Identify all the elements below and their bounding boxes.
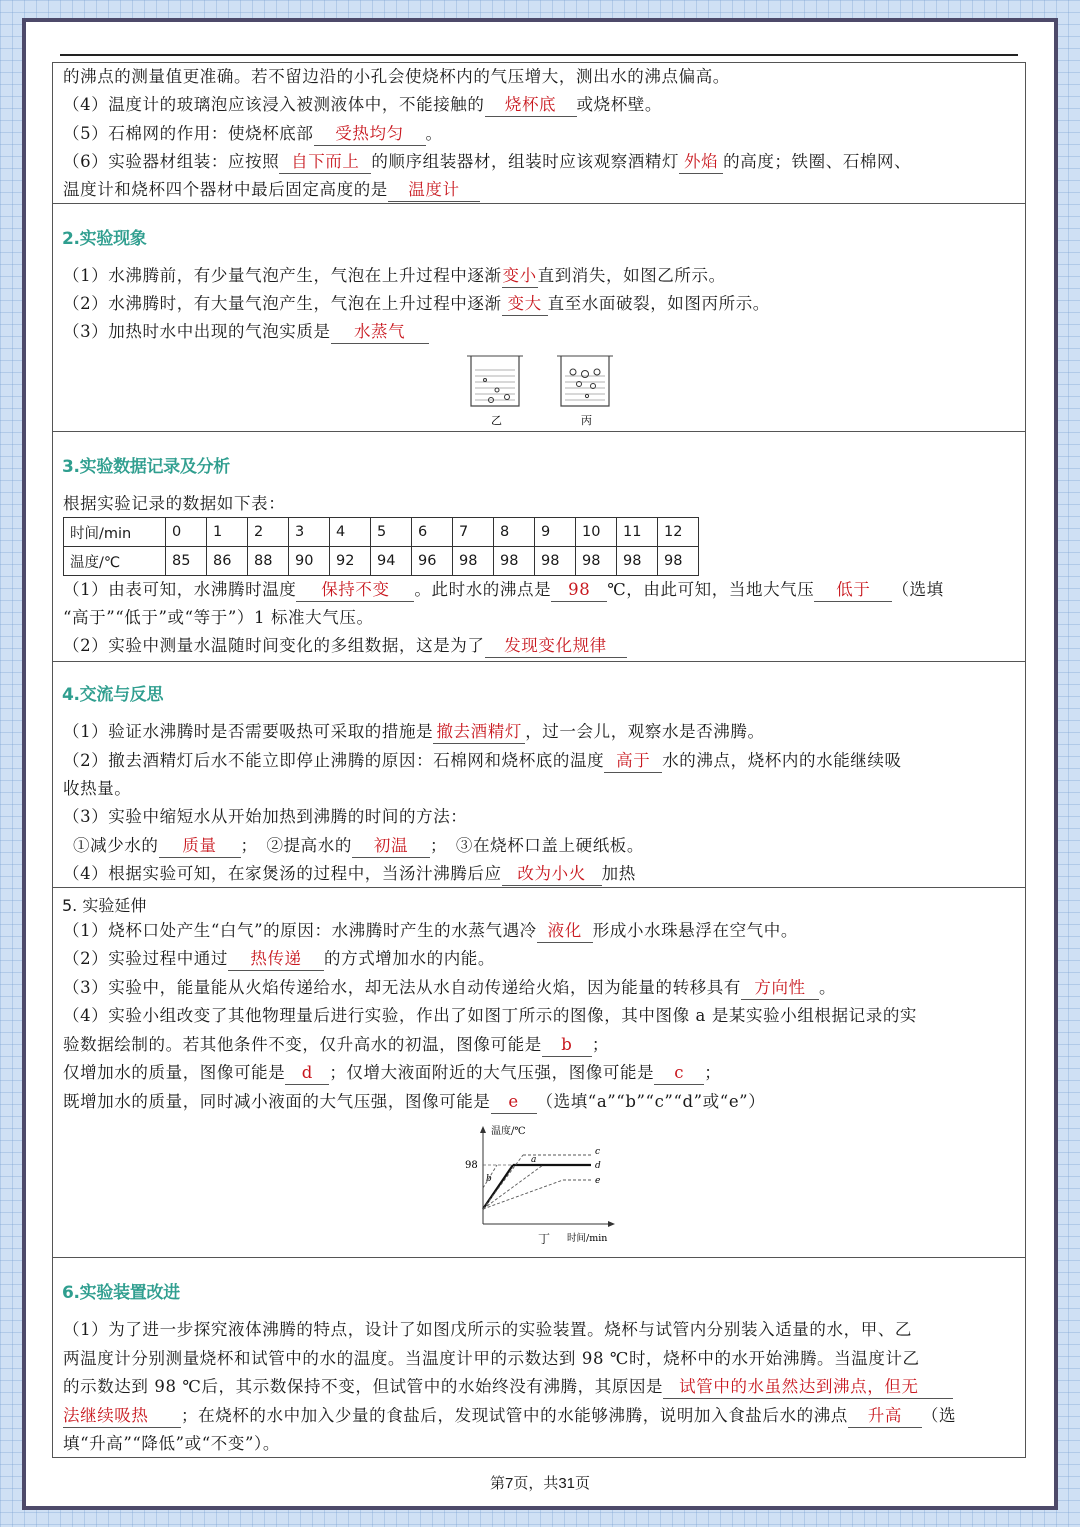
table-cell: 85 (166, 547, 207, 576)
s6-line-1: （1）为了进一步探究液体沸腾的特点，设计了如图戊所示的实验装置。烧杯与试管内分别装入适量的水，甲、乙 (63, 1320, 912, 1339)
s4-line-5: ①减少水的 质量 ； ②提高水的 初温 ； ③在烧杯口盖上硬纸板。 (73, 835, 1017, 858)
answer-blank: 热传递 (228, 948, 324, 971)
table-cell: 3 (289, 518, 330, 547)
section-4-reflection (52, 662, 1026, 888)
answer-blank: 高于 (604, 750, 662, 773)
s1-line-0: 的沸点的测量值更准确。若不留边沿的小孔会使烧杯内的气压增大，测出水的沸点偏高。 (63, 67, 730, 86)
answer-blank: c (654, 1062, 704, 1085)
answer-blank: b (542, 1034, 592, 1057)
s5-line-4: （4）实验小组改变了其他物理量后进行实验，作出了如图丁所示的图像，其中图像 a 是某实验小组根据记录的实 (63, 1006, 918, 1025)
s4-line-2: （2）撤去酒精灯后水不能立即停止沸腾的原因：石棉网和烧杯底的温度 高于 水的沸点，烧杯内的水能继续吸 (63, 750, 1017, 773)
answer-blank: 低于 (814, 579, 892, 602)
answer-blank: 受热均匀 (314, 123, 426, 146)
s5-line-6: 仅增加水的质量，图像可能是 d ；仅增大液面附近的大气压强，图像可能是 c ； (63, 1062, 1017, 1085)
s2-line-2: （2）水沸腾时，有大量气泡产生，气泡在上升过程中逐渐 变大 直至水面破裂，如图丙所示。 (63, 293, 1017, 316)
graph-line-d (483, 1165, 543, 1209)
s6-line-2: 两温度计分别测量烧杯和试管中的水的温度。当温度计甲的示数达到 98 ℃时，烧杯中的水开始沸腾。当温度计乙 (63, 1349, 920, 1368)
table-cell: 9 (535, 518, 576, 547)
graph-ytick-98: 98 (465, 1160, 478, 1171)
s5-line-2: （2）实验过程中通过 热传递 的方式增加水的内能。 (63, 948, 1017, 971)
s1-line-2: （5）石棉网的作用：使烧杯底部 受热均匀 。 (63, 123, 1017, 146)
graph-label-c: c (595, 1147, 601, 1157)
s4-line-3: 收热量。 (63, 779, 132, 798)
s3-line-1: （1）由表可知，水沸腾时温度 保持不变 。此时水的沸点是 98 ℃，由此可知，当地大气压 低于 （选填 (63, 579, 1017, 602)
answer-blank: 水蒸气 (331, 321, 429, 344)
s6-line-4: 法继续吸热 ；在烧杯的水中加入少量的食盐后，发现试管中的水能够沸腾，说明加入食盐后水的沸点 升高 （选 (63, 1405, 1017, 1428)
table-cell: 92 (330, 547, 371, 576)
table-row (64, 518, 699, 547)
table-cell: 1 (207, 518, 248, 547)
data-table (63, 517, 699, 576)
graph-ylabel: 温度/℃ (491, 1126, 526, 1137)
answer-blank: 外焰 (679, 151, 723, 174)
s3-intro: 根据实验记录的数据如下表： (63, 494, 286, 513)
answer-blank: 发现变化规律 (485, 635, 627, 658)
table-cell: 98 (617, 547, 658, 576)
table-cell: 98 (494, 547, 535, 576)
s2-line-1: （1）水沸腾前，有少量气泡产生，气泡在上升过程中逐渐变小直到消失，如图乙所示。 (63, 265, 1017, 288)
s2-line-3: （3）加热时水中出现的气泡实质是 水蒸气 (63, 321, 1017, 344)
table-cell: 12 (658, 518, 699, 547)
s3-line-3: （2）实验中测量水温随时间变化的多组数据，这是为了 发现变化规律 (63, 635, 1017, 658)
table-cell: 98 (576, 547, 617, 576)
section-2-phenomena (52, 204, 1026, 432)
table-cell: 98 (535, 547, 576, 576)
answer-blank: 自下而上 (279, 151, 371, 174)
section-6-apparatus (52, 1258, 1026, 1458)
fig-label-bing: 丙 (581, 414, 592, 427)
table-cell: 7 (453, 518, 494, 547)
s5-line-3: （3）实验中，能量能从火焰传递给水，却无法从水自动传递给火焰，因为能量的转移具有 方向性 。 (63, 977, 1017, 1000)
s6-line-5: 填“升高”“降低”或“不变”）。 (63, 1434, 280, 1453)
s4-line-1: （1）验证水沸腾时是否需要吸热可采取的措施是 撤去酒精灯 ，过一会儿，观察水是否沸腾。 (63, 721, 1017, 744)
section-1-continued (52, 62, 1026, 204)
table-row (64, 547, 699, 576)
row-header: 温度/℃ (64, 547, 166, 576)
row-header: 时间/min (64, 518, 166, 547)
table-cell: 98 (658, 547, 699, 576)
table-cell: 88 (248, 547, 289, 576)
answer-blank: 98 (551, 579, 607, 602)
header-rule (60, 54, 1018, 56)
table-cell: 96 (412, 547, 453, 576)
section-title: 6.实验装置改进 (62, 1283, 180, 1303)
graph-xlabel: 时间/min (567, 1233, 608, 1244)
boiling-graph-ding (451, 1124, 621, 1248)
table-cell: 5 (371, 518, 412, 547)
s6-line-3: 的示数达到 98 ℃后，其示数保持不变，但试管中的水始终没有沸腾，其原因是 试管中的水虽然达到沸点，但无 (63, 1376, 1017, 1399)
answer-blank: 保持不变 (296, 579, 414, 602)
s1-line-3: （6）实验器材组装：应按照 自下而上 的顺序组装器材，组装时应该观察酒精灯 外焰 的高度；铁圈、石棉网、 (63, 151, 1017, 174)
answer-blank: 试管中的水虽然达到沸点，但无 (663, 1376, 953, 1399)
answer-blank: 质量 (159, 835, 241, 858)
s4-line-4: （3）实验中缩短水从开始加热到沸腾的时间的方法： (63, 807, 468, 826)
s1-line-4: 温度计和烧杯四个器材中最后固定高度的是 温度计 (63, 179, 1017, 202)
table-cell: 8 (494, 518, 535, 547)
answer-blank: 升高 (848, 1405, 922, 1428)
beaker-yi (467, 356, 523, 406)
table-cell: 11 (617, 518, 658, 547)
table-cell: 94 (371, 547, 412, 576)
fig-label-yi: 乙 (491, 414, 502, 427)
s5-line-7: 既增加水的质量，同时减小液面的大气压强，图像可能是 e （选填“a”“b”“c”“d”或“e”） (63, 1091, 1017, 1114)
table-cell: 10 (576, 518, 617, 547)
answer-blank: 初温 (352, 835, 430, 858)
answer-blank: 变小 (502, 265, 538, 288)
table-cell: 4 (330, 518, 371, 547)
table-cell: 6 (412, 518, 453, 547)
answer-blank: 撤去酒精灯 (433, 721, 525, 744)
table-cell: 2 (248, 518, 289, 547)
section-title: 3.实验数据记录及分析 (62, 457, 230, 477)
page-content (52, 52, 1026, 1458)
page-number: 第7页，共31页 (489, 1475, 591, 1492)
section-3-data-analysis (52, 432, 1026, 662)
s1-line-1: （4）温度计的玻璃泡应该浸入被测液体中，不能接触的 烧杯底 或烧杯壁。 (63, 94, 1017, 117)
s5-line-1: （1）烧杯口处产生“白气”的原因：水沸腾时产生的水蒸气遇冷 液化 形成小水珠悬浮在空气中。 (63, 920, 1017, 943)
s4-line-6: （4）根据实验可知，在家煲汤的过程中，当汤汁沸腾后应 改为小火 加热 (63, 863, 1017, 886)
answer-blank: 温度计 (388, 179, 480, 202)
graph-caption: 丁 (538, 1232, 551, 1246)
table-cell: 90 (289, 547, 330, 576)
s5-line-5: 验数据绘制的。若其他条件不变，仅升高水的初温，图像可能是 b ； (63, 1034, 1017, 1057)
answer-blank: e (491, 1091, 537, 1114)
section-title: 5. 实验延伸 (62, 896, 147, 915)
answer-blank: 变大 (502, 293, 548, 316)
s3-line-2: “高于”“低于”或“等于”）1 标准大气压。 (63, 608, 374, 627)
answer-blank: 液化 (537, 920, 593, 943)
graph-line-e-rise (483, 1180, 563, 1209)
table-cell: 0 (166, 518, 207, 547)
section-title: 4.交流与反思 (62, 685, 164, 705)
graph-label-d: d (595, 1161, 601, 1171)
answer-blank: 改为小火 (502, 863, 602, 886)
beaker-figures (463, 350, 613, 430)
table-cell: 86 (207, 547, 248, 576)
table-cell: 98 (453, 547, 494, 576)
answer-blank: 烧杯底 (485, 94, 577, 117)
answer-blank: 法继续吸热 (63, 1405, 181, 1428)
beaker-bing (557, 356, 613, 406)
section-title: 2.实验现象 (62, 229, 147, 249)
graph-label-e: e (595, 1176, 601, 1186)
graph-label-b: b (486, 1174, 492, 1184)
section-5-extension (52, 888, 1026, 1258)
answer-blank: d (285, 1062, 329, 1085)
answer-blank: 方向性 (741, 977, 819, 1000)
graph-label-a: a (531, 1155, 537, 1165)
